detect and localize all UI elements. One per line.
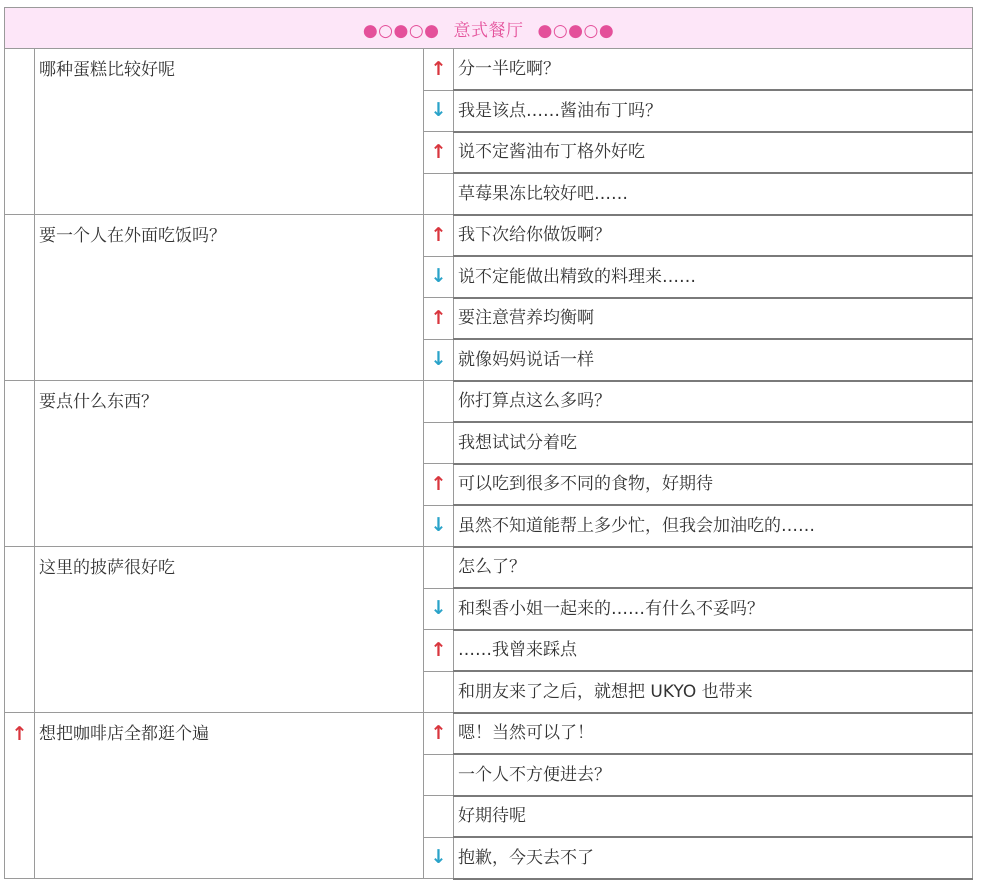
option-text: 和梨香小姐一起来的……有什么不妥吗？ (458, 598, 764, 619)
option-cell[interactable] (454, 547, 973, 589)
option-cell[interactable] (454, 339, 973, 381)
question-cell (35, 547, 424, 713)
option-marker-cell (424, 588, 454, 630)
option-row (5, 547, 973, 589)
option-cell[interactable] (454, 630, 973, 672)
question-marker-cell (5, 49, 35, 215)
option-text: 我下次给你做饭啊？ (458, 225, 611, 246)
option-text: 抱歉，今天去不了 (458, 847, 594, 868)
up-arrow-icon: ↑ (430, 638, 447, 661)
option-marker-cell (424, 173, 454, 215)
header-title: 意式餐厅 (453, 20, 524, 41)
option-text: 一个人不方便进去？ (458, 764, 611, 785)
option-text: 要注意营养均衡啊 (458, 308, 594, 329)
option-text: 好期待呢 (458, 806, 526, 827)
dialogue-choice-table (4, 7, 973, 880)
option-text: 就像妈妈说话一样 (458, 349, 594, 370)
down-arrow-icon: ↓ (430, 846, 447, 869)
down-arrow-icon: ↓ (430, 265, 447, 288)
option-marker-cell (424, 547, 454, 589)
option-marker-cell (424, 464, 454, 506)
option-row (5, 713, 973, 755)
option-text: 和朋友来了之后，就想把 UKYO 也带来 (458, 681, 753, 702)
question-cell (35, 381, 424, 547)
up-arrow-icon: ↑ (430, 140, 447, 163)
question-text: 想把咖啡店全都逛个遍 (39, 724, 209, 744)
option-marker-cell (424, 671, 454, 713)
down-arrow-icon: ↓ (430, 514, 447, 537)
option-cell[interactable] (454, 754, 973, 796)
option-text: 说不定酱油布丁格外好吃 (458, 142, 645, 163)
header-dots-right: ●○●○● (537, 20, 615, 41)
option-marker-cell (424, 713, 454, 755)
option-text: 你打算点这么多吗？ (458, 391, 611, 412)
question-cell (35, 215, 424, 381)
option-text: ……我曾来踩点 (458, 640, 577, 661)
option-cell[interactable] (454, 713, 973, 755)
option-text: 我想试试分着吃 (458, 432, 577, 453)
down-arrow-icon: ↓ (430, 597, 447, 620)
option-marker-cell (424, 132, 454, 174)
option-cell[interactable] (454, 464, 973, 506)
question-cell (35, 49, 424, 215)
option-row (5, 381, 973, 423)
option-cell[interactable] (454, 505, 973, 547)
option-row (5, 49, 973, 91)
option-marker-cell (424, 754, 454, 796)
option-marker-cell (424, 90, 454, 132)
option-cell[interactable] (454, 381, 973, 423)
question-text: 要点什么东西？ (39, 392, 158, 412)
option-text: 我是该点……酱油布丁吗？ (458, 100, 662, 121)
option-cell[interactable] (454, 588, 973, 630)
option-cell[interactable] (454, 49, 973, 91)
up-arrow-icon: ↑ (430, 223, 447, 246)
option-marker-cell (424, 505, 454, 547)
option-marker-cell (424, 630, 454, 672)
option-text: 怎么了？ (458, 557, 526, 578)
option-cell[interactable] (454, 298, 973, 340)
option-text: 虽然不知道能帮上多少忙，但我会加油吃的…… (458, 515, 815, 536)
question-text: 这里的披萨很好吃 (39, 558, 175, 578)
up-arrow-icon: ↑ (430, 721, 447, 744)
up-arrow-icon: ↑ (430, 472, 447, 495)
question-marker-cell (5, 381, 35, 547)
option-marker-cell (424, 49, 454, 91)
question-text: 哪种蛋糕比较好呢 (39, 60, 175, 80)
option-text: 草莓果冻比较好吧…… (458, 183, 628, 204)
option-marker-cell (424, 796, 454, 838)
question-marker-cell (5, 547, 35, 713)
dialogue-table-container (4, 7, 973, 880)
table-header (5, 8, 973, 49)
option-text: 嗯！当然可以了！ (458, 723, 594, 744)
option-cell[interactable] (454, 796, 973, 838)
option-marker-cell (424, 422, 454, 464)
option-cell[interactable] (454, 256, 973, 298)
option-text: 说不定能做出精致的料理来…… (458, 266, 696, 287)
up-arrow-icon: ↑ (11, 723, 28, 745)
option-cell[interactable] (454, 132, 973, 174)
up-arrow-icon: ↑ (430, 306, 447, 329)
option-text: 可以吃到很多不同的食物，好期待 (458, 474, 713, 495)
option-marker-cell (424, 381, 454, 423)
option-cell[interactable] (454, 837, 973, 879)
option-marker-cell (424, 837, 454, 879)
up-arrow-icon: ↑ (430, 57, 447, 80)
option-marker-cell (424, 256, 454, 298)
option-row (5, 215, 973, 257)
down-arrow-icon: ↓ (430, 348, 447, 371)
option-cell[interactable] (454, 215, 973, 257)
option-cell[interactable] (454, 422, 973, 464)
option-cell[interactable] (454, 173, 973, 215)
option-text: 分一半吃啊？ (458, 59, 560, 79)
question-marker-cell (5, 713, 35, 879)
question-marker-cell (5, 215, 35, 381)
question-cell (35, 713, 424, 879)
down-arrow-icon: ↓ (430, 99, 447, 122)
table-header-row (5, 8, 973, 49)
option-cell[interactable] (454, 671, 973, 713)
option-marker-cell (424, 298, 454, 340)
option-cell[interactable] (454, 90, 973, 132)
option-marker-cell (424, 339, 454, 381)
option-marker-cell (424, 215, 454, 257)
header-dots-left: ●○●○● (362, 20, 440, 41)
question-text: 要一个人在外面吃饭吗？ (39, 226, 226, 246)
